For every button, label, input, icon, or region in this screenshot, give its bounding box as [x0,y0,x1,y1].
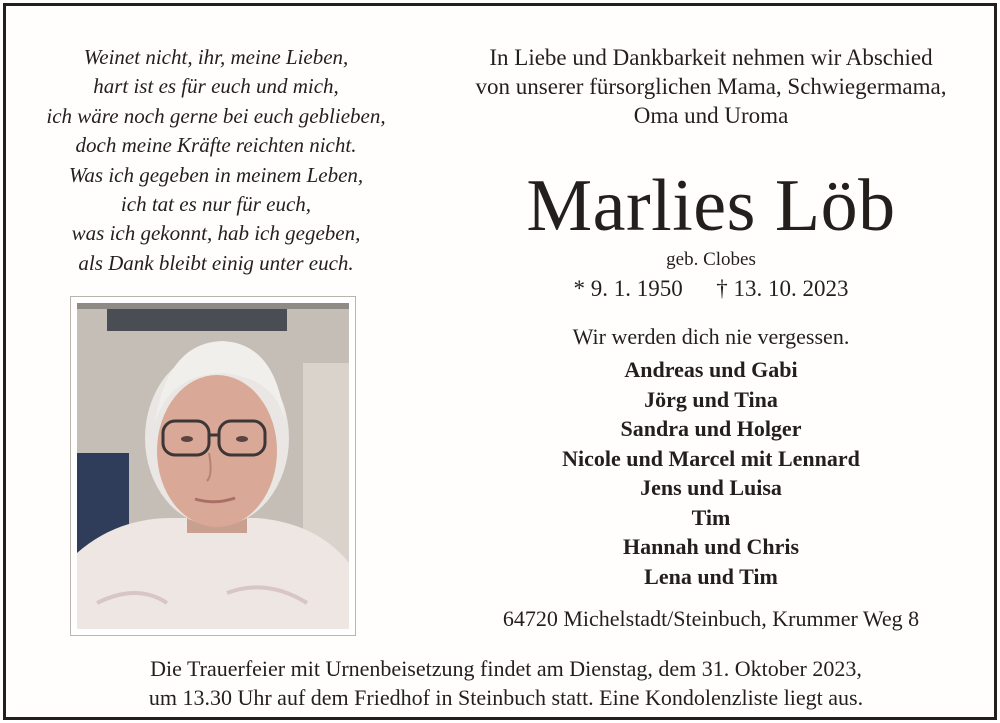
family-member: Jens und Luisa [640,475,782,500]
poem-line: was ich gekonnt, hab ich gegeben, [71,221,361,246]
deceased-name: Marlies Löb [526,165,896,247]
address: 64720 Michelstadt/Steinbuch, Krummer Weg 8 [502,606,920,631]
intro-line: In Liebe und Dankbarkeit nehmen wir Abschied [489,45,933,70]
portrait-frame [70,296,356,636]
poem-line: ich wäre noch gerne bei euch geblieben, [46,103,386,128]
intro-line: von unserer fürsorglichen Mama, Schwiegermama, [475,74,947,99]
funeral-info-line: um 13.30 Uhr auf dem Friedhof in Steinbuch statt. Eine Kondolenzliste liegt aus. [148,685,864,710]
family-member: Andreas und Gabi [624,357,798,382]
funeral-info-line: Die Trauerfeier mit Urnenbeisetzung findet am Dienstag, dem 31. Oktober 2023, [150,656,862,681]
intro-text [426,43,996,130]
portrait-photo [77,303,349,629]
birth-date: 9. 1. 1950 [590,276,683,301]
life-dates [426,275,996,303]
family-member: Hannah und Chris [622,534,800,559]
poem [16,43,416,278]
intro-line: Oma und Uroma [633,103,789,128]
poem-line: doch meine Kräfte reichten nicht. [75,133,357,158]
family-member: Jörg und Tina [644,386,778,412]
birth-star-icon: * [573,276,585,301]
death-date: 13. 10. 2023 [733,276,849,301]
motto: Wir werden dich nie vergessen. [572,324,850,349]
poem-line: hart ist es für euch und mich, [93,74,339,99]
poem-line: ich tat es nur für euch, [120,192,312,217]
poem-line: als Dank bleibt einig unter euch. [78,250,354,275]
family-list [426,355,996,591]
funeral-info [16,654,996,712]
main-notice [426,43,996,633]
poem-line: Was ich gegeben in meinem Leben, [68,162,364,187]
portrait-illustration [77,303,349,629]
birth-name: geb. Clobes [666,249,756,270]
family-member: Sandra und Holger [620,416,802,441]
obituary-frame [3,3,997,720]
poem-line: Weinet nicht, ihr, meine Lieben, [83,45,349,69]
death-cross-icon: † [716,276,728,301]
family-member: Nicole und Marcel mit Lennard [562,445,860,471]
family-member: Tim [691,504,731,530]
family-member: Lena und Tim [644,563,778,589]
